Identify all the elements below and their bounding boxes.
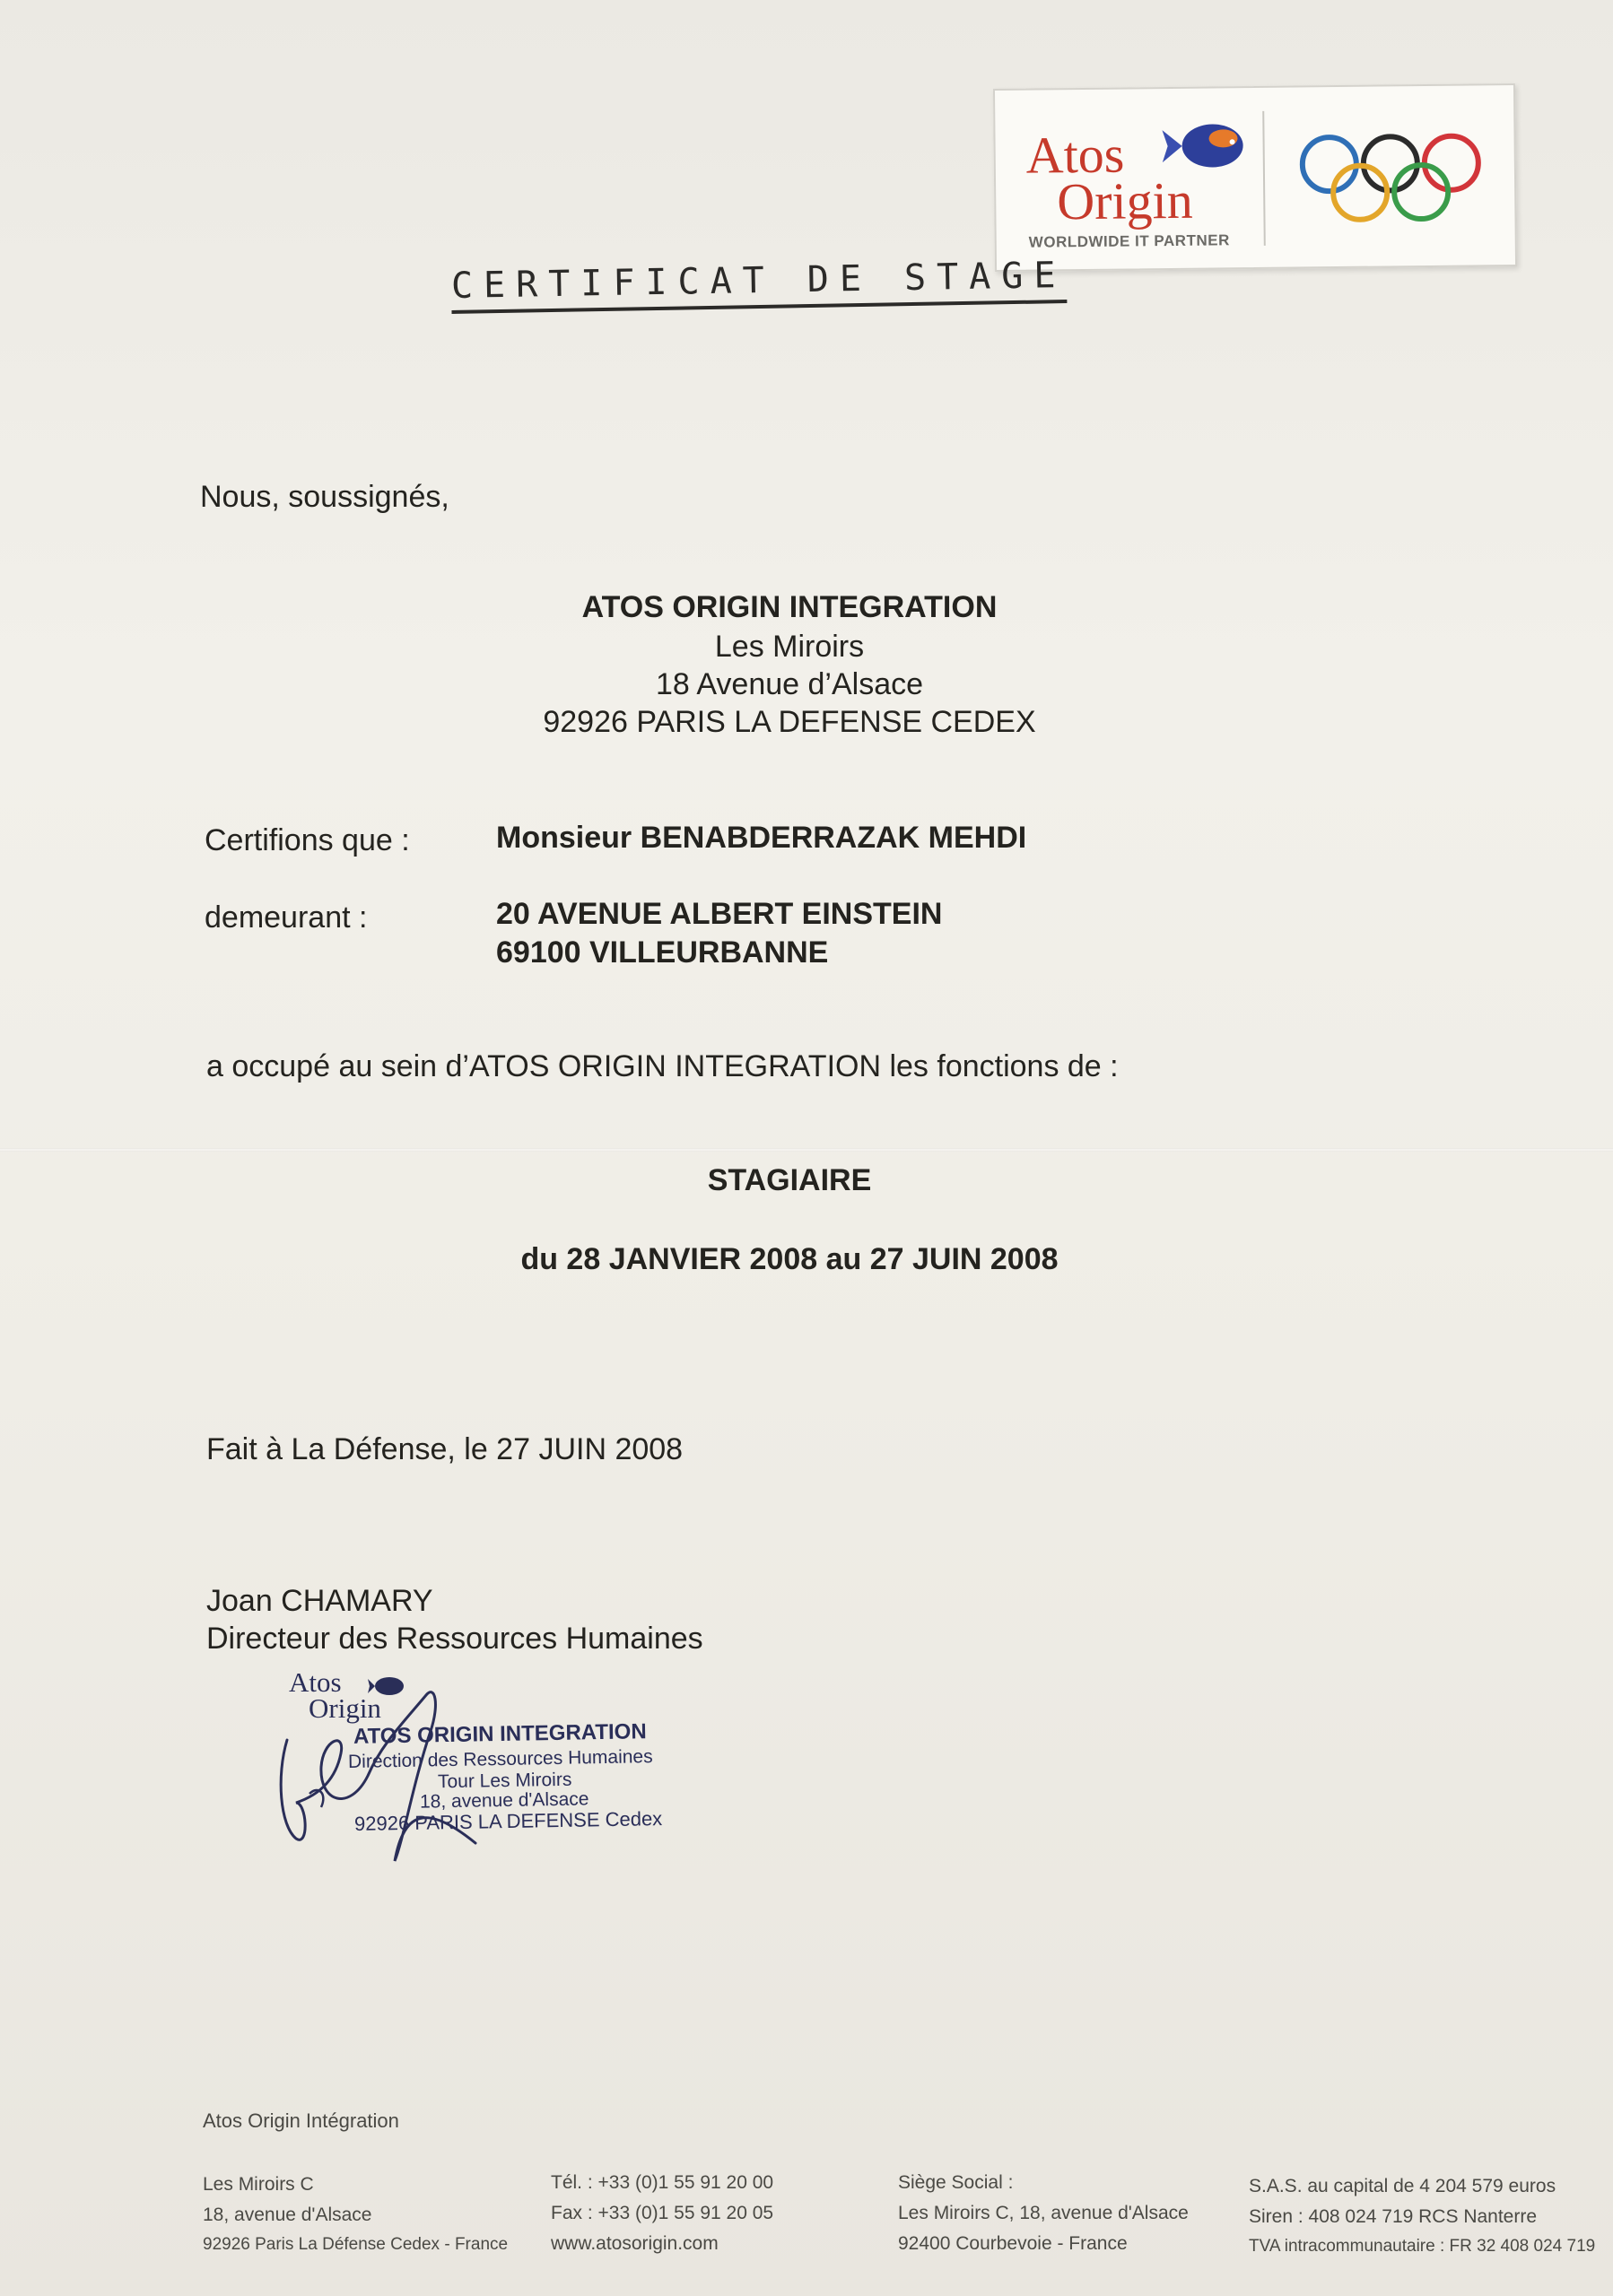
footer-col3-line3: 92400 Courbevoie - France — [898, 2233, 1128, 2254]
company-address-line3: 92926 PARIS LA DEFENSE CEDEX — [543, 705, 1036, 739]
company-address-line1: Les Miroirs — [714, 630, 865, 664]
footer-col3-line2: Les Miroirs C, 18, avenue d'Alsace — [898, 2203, 1189, 2223]
residence-label: demeurant : — [205, 900, 368, 935]
fish-icon — [1156, 113, 1256, 177]
footer-col2-line1: Tél. : +33 (0)1 55 91 20 00 — [551, 2172, 774, 2193]
footer-col1-line3: 92926 Paris La Défense Cedex - France — [203, 2235, 509, 2254]
residence-line2: 69100 VILLEURBANNE — [496, 935, 829, 970]
logo-brand-top: Atos — [1025, 125, 1125, 185]
place-date: Fait à La Défense, le 27 JUIN 2008 — [206, 1432, 684, 1466]
paper-fold — [0, 1148, 1613, 1152]
footer-col1-line2: 18, avenue d'Alsace — [203, 2205, 372, 2225]
footer-col4-line2: Siren : 408 024 719 RCS Nanterre — [1249, 2206, 1538, 2227]
logo-tagline: WORLDWIDE IT PARTNER — [1028, 231, 1230, 251]
footer-website: www.atosorigin.com — [551, 2233, 719, 2254]
atos-olympic-logo — [993, 83, 1517, 272]
footer-col4-line1: S.A.S. au capital de 4 204 579 euros — [1249, 2176, 1556, 2196]
signatory-title: Directeur des Ressources Humaines — [206, 1622, 703, 1656]
footer-col1-line1: Les Miroirs C — [203, 2174, 314, 2195]
stamp-line3: Tour Les Miroirs — [437, 1769, 572, 1793]
handwritten-signature — [269, 1668, 484, 1874]
olympic-rings-icon — [1293, 128, 1491, 229]
internship-period: du 28 JANVIER 2008 au 27 JUIN 2008 — [520, 1242, 1059, 1276]
logo-divider — [1262, 111, 1266, 246]
certify-label: Certifions que : — [205, 823, 410, 857]
footer-col3-line1: Siège Social : — [898, 2172, 1014, 2193]
intro-text: Nous, soussignés, — [200, 480, 449, 514]
stamp-logo-top: Atos — [289, 1666, 342, 1698]
footer-col4-line3: TVA intracommunautaire : FR 32 408 024 719 — [1249, 2237, 1596, 2256]
stamp-logo-bottom: Origin — [309, 1692, 381, 1724]
company-address-line2: 18 Avenue d’Alsace — [655, 667, 924, 701]
role-title: STAGIAIRE — [707, 1163, 872, 1197]
signatory-name: Joan CHAMARY — [206, 1584, 433, 1618]
footer-col2-line2: Fax : +33 (0)1 55 91 20 05 — [551, 2203, 774, 2223]
footer-company: Atos Origin Intégration — [203, 2109, 399, 2132]
certified-person: Monsieur BENABDERRAZAK MEHDI — [496, 821, 1027, 855]
stamp-line1: ATOS ORIGIN INTEGRATION — [353, 1719, 647, 1749]
logo-brand-bottom: Origin — [1056, 170, 1194, 231]
role-intro: a occupé au sein d’ATOS ORIGIN INTEGRATION les fonctions de : — [206, 1049, 1119, 1083]
document-title: CERTIFICAT DE STAGE — [451, 255, 1067, 314]
stamp-line4: 18, avenue d'Alsace — [419, 1788, 589, 1813]
residence-line1: 20 AVENUE ALBERT EINSTEIN — [496, 897, 943, 931]
company-name: ATOS ORIGIN INTEGRATION — [581, 590, 998, 624]
stamp-line2: Direction des Ressources Humaines — [347, 1746, 653, 1772]
stamp-line5: 92926 PARIS LA DEFENSE Cedex — [353, 1807, 663, 1835]
